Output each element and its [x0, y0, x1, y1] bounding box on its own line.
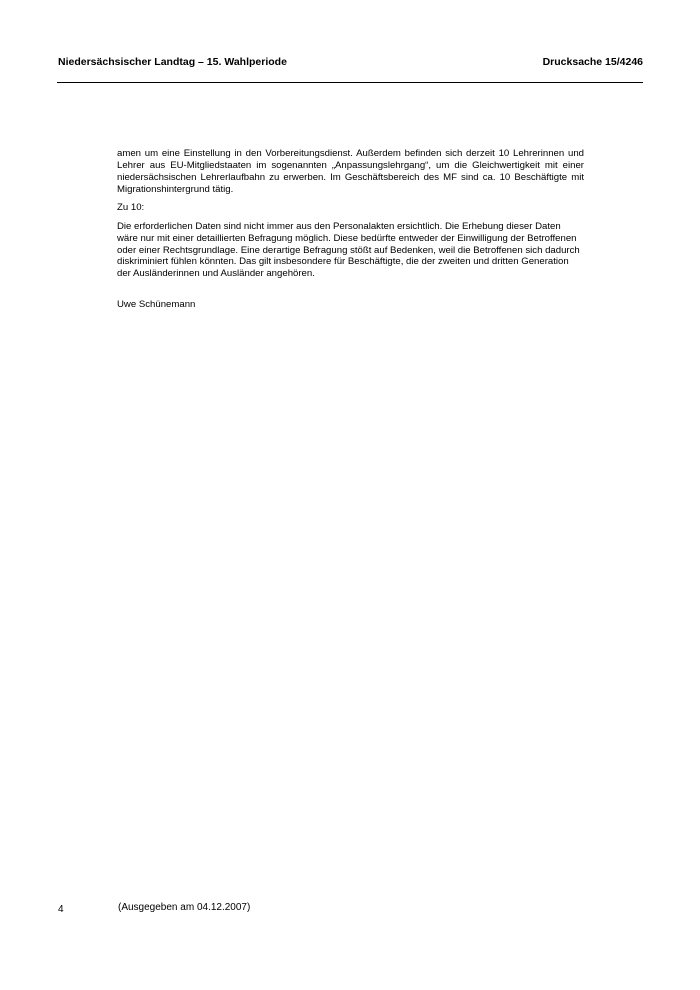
- document-body: [117, 148, 584, 318]
- answer-paragraph-10: Die erforderlichen Daten sind nicht immer aus den Personalakten ersichtlich. Die Erhebung dieser Daten wäre nur mit einer detaillierten Befragung möglich. Diese bedürfte entweder der Einwilligung der Betroffenen oder einer Rechtsgrundlage. Eine derartige Befragung stößt auf Bedenken, weil die Betroffenen sich dadurch diskriminiert fühlen könnten. Das gilt insbesondere für Beschäftigte, die der zweiten und dritten Generation der Ausländerinnen und Ausländer angehören.: [117, 220, 580, 280]
- question-subheading: Zu 10:: [117, 202, 145, 214]
- page-header: [58, 56, 643, 72]
- parliament-title: Niedersächsischer Landtag – 15. Wahlperiode: [58, 56, 287, 68]
- issue-date: (Ausgegeben am 04.12.2007): [118, 902, 251, 913]
- answer-paragraph-continued: amen um eine Einstellung in den Vorbereitungsdienst. Außerdem befinden sich derzeit 10 Lehrerinnen und Lehrer aus EU-Mitgliedstaaten im sogenannten „Anpassungslehrgang“, um die Gleichwertigkeit mit einer niedersächsischen Lehrerlaufbahn zu erwerben. Im Geschäftsbereich des MF sind ca. 10 Beschäftigte mit Migrationshintergrund tätig.: [117, 148, 584, 195]
- header-divider: [57, 82, 643, 83]
- signature: Uwe Schünemann: [117, 299, 196, 311]
- document-number: Drucksache 15/4246: [542, 56, 643, 68]
- page-number: 4: [58, 904, 64, 915]
